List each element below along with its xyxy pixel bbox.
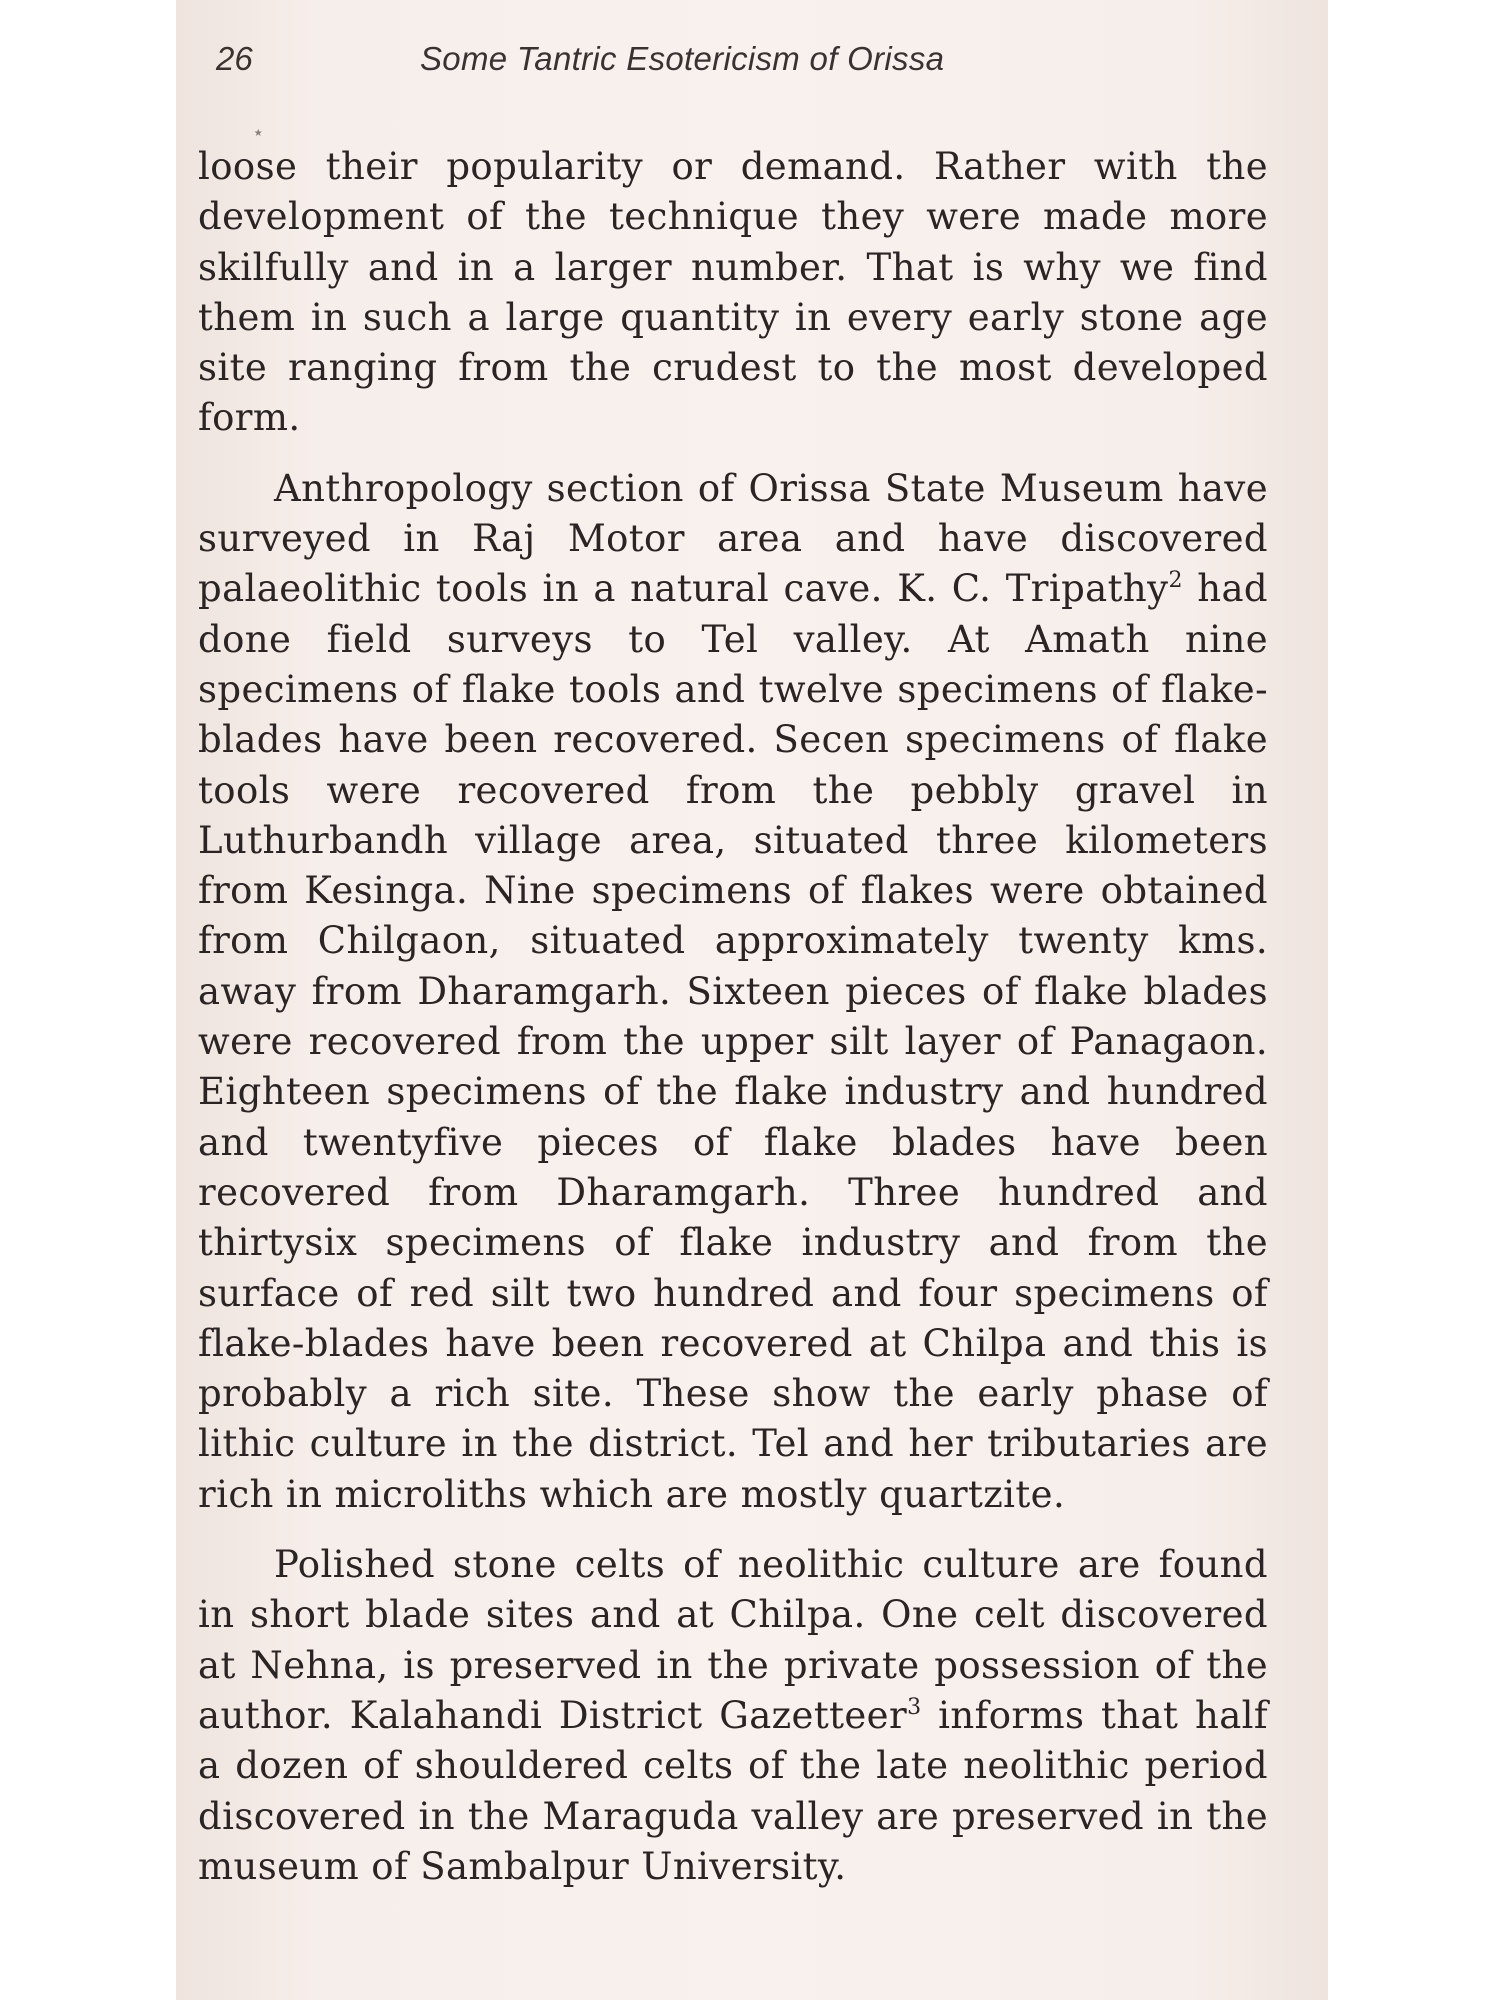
body-text <box>198 142 1268 1892</box>
page-number: 26 <box>216 40 253 77</box>
footnote-reference: 3 <box>907 1694 922 1720</box>
paragraph-anthropology-survey <box>198 464 1268 1520</box>
paragraph-text: loose their popularity or demand. Rather with the development of the technique they were made more skilfully and in a larger number. That is why we find them in such a large quantity in every early stone age site ranging from the crudest to the most developed form. <box>198 145 1268 440</box>
paragraph-text: informs that half a dozen of shouldered celts of the late neolithic period discovered in the Maraguda valley are preserved in the museum of Sambalpur University. <box>198 1693 1268 1888</box>
book-title: Some Tantric Esotericism of Orissa <box>420 40 945 77</box>
paragraph-continued <box>198 142 1268 444</box>
paragraph-text: had done field surveys to Tel valley. At Amath nine specimens of flake tools and twelve specimens of flake-blades have been recovered. Secen specimens of flake tools were recovered from the pebbly gravel in Luthurbandh village area, situated three kilometers from Kesinga. Nine specimens of flakes were obtained from Chilgaon, situated approximately twenty kms. away from Dharamgarh. Sixteen pieces of flake blades were recovered from the upper silt layer of Panagaon. Eighteen specimens of the flake industry and hundred and twentyfive pieces of flake blades have been recovered from Dharamgarh. Three hundred and thirtysix specimens of flake industry and from the surface of red silt two hundred and four specimens of flake-blades have been recovered at Chilpa and this is probably a rich site. These show the early phase of lithic culture in the district. Tel and her tributaries are rich in microliths which are mostly quartzite. <box>198 567 1269 1516</box>
running-head <box>208 40 1268 80</box>
paragraph-text: Anthropology section of Orissa State Museum have surveyed in Raj Motor area and have discovered palaeolithic tools in a natural cave. K. C. Tripathy <box>198 466 1268 611</box>
footnote-reference: 2 <box>1168 568 1183 594</box>
paragraph-text: Polished stone celts of neolithic culture are found in short blade sites and at Chilpa. One celt discovered at Nehna, is preserved in the private possession of the author. Kalahandi District Gazetteer <box>198 1543 1268 1737</box>
book-page <box>176 0 1328 2000</box>
paragraph-polished-celts <box>198 1540 1268 1892</box>
print-speck-mark: ⋆ <box>252 120 265 144</box>
